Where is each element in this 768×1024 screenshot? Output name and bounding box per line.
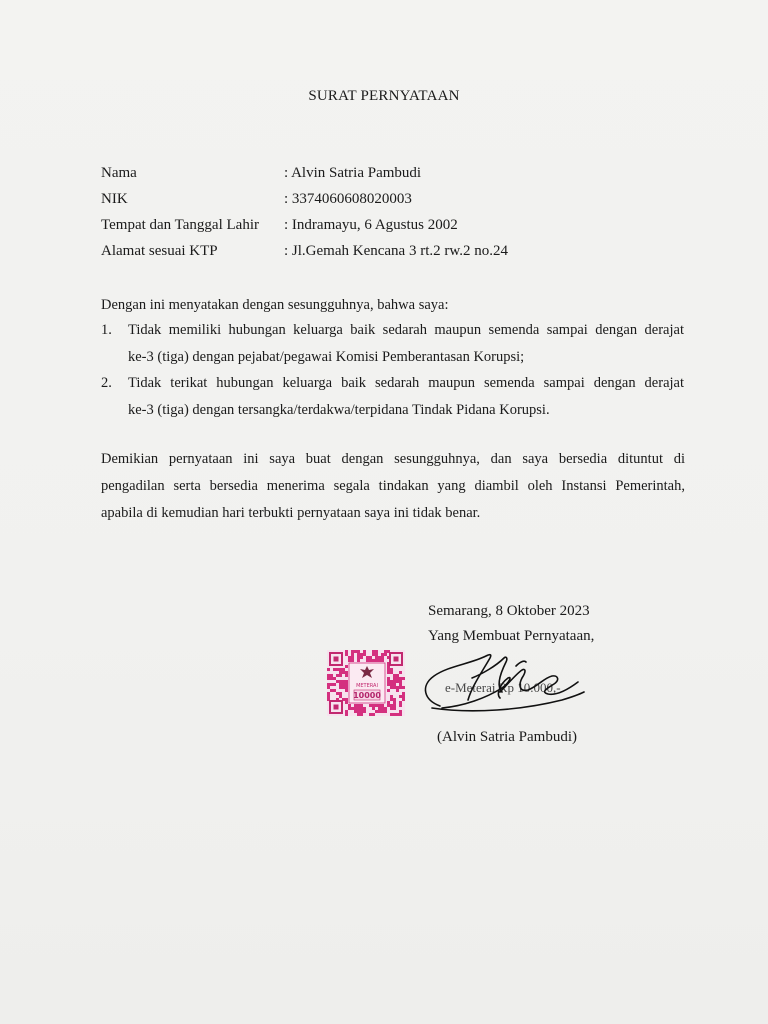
document-title: SURAT PERNYATAAN [308, 88, 460, 104]
place-date: Semarang, 8 Oktober 2023 [428, 603, 590, 619]
signer-name: (Alvin Satria Pambudi) [437, 729, 577, 745]
stamp-label: METERAI [356, 683, 378, 689]
statement-line: Tidak memiliki hubungan keluarga baik sedarah maupun semenda sampai dengan derajat [128, 322, 684, 338]
identity-value: : 3374060608020003 [284, 191, 412, 207]
signer-role: Yang Membuat Pernyataan, [428, 628, 595, 644]
identity-value: : Alvin Satria Pambudi [284, 165, 422, 181]
statement-number: 2. [101, 375, 112, 391]
identity-value: : Jl.Gemah Kencana 3 rt.2 rw.2 no.24 [284, 243, 508, 259]
identity-label: NIK [101, 191, 128, 207]
identity-label: Tempat dan Tanggal Lahir [101, 217, 259, 233]
closing-paragraph [101, 446, 685, 527]
statement-intro: Dengan ini menyatakan dengan sesungguhnya, bahwa saya: [101, 297, 449, 313]
identity-value: : Indramayu, 6 Agustus 2002 [284, 217, 458, 233]
closing-line: pengadilan serta bersedia menerima segala tindakan yang diambil oleh Instansi Pemerintah, [101, 478, 685, 494]
stamp-amount: 10000 [353, 691, 381, 700]
statement-line: ke-3 (tiga) dengan pejabat/pegawai Komisi Pemberantasan Korupsi; [128, 349, 525, 365]
statement-line: Tidak terikat hubungan keluarga baik sedarah maupun semenda sampai dengan derajat [128, 375, 684, 391]
e-meterai-caption: e-Meterai Rp 10.000,- [445, 680, 561, 695]
closing-line: apabila di kemudian hari terbukti pernyataan saya ini tidak benar. [101, 505, 481, 521]
identity-label: Nama [101, 165, 137, 181]
qr-stamp-icon [327, 650, 405, 716]
handwritten-signature [412, 648, 592, 720]
identity-label: Alamat sesuai KTP [101, 243, 218, 259]
statement-number: 1. [101, 322, 112, 338]
closing-line: Demikian pernyataan ini saya buat dengan sesungguhnya, dan saya bersedia dituntut di [101, 451, 685, 467]
statement-line: ke-3 (tiga) dengan tersangka/terdakwa/terpidana Tindak Pidana Korupsi. [128, 402, 550, 418]
statement-item-2 [128, 370, 684, 424]
e-meterai-stamp [327, 650, 405, 716]
statement-item-1 [128, 317, 684, 371]
